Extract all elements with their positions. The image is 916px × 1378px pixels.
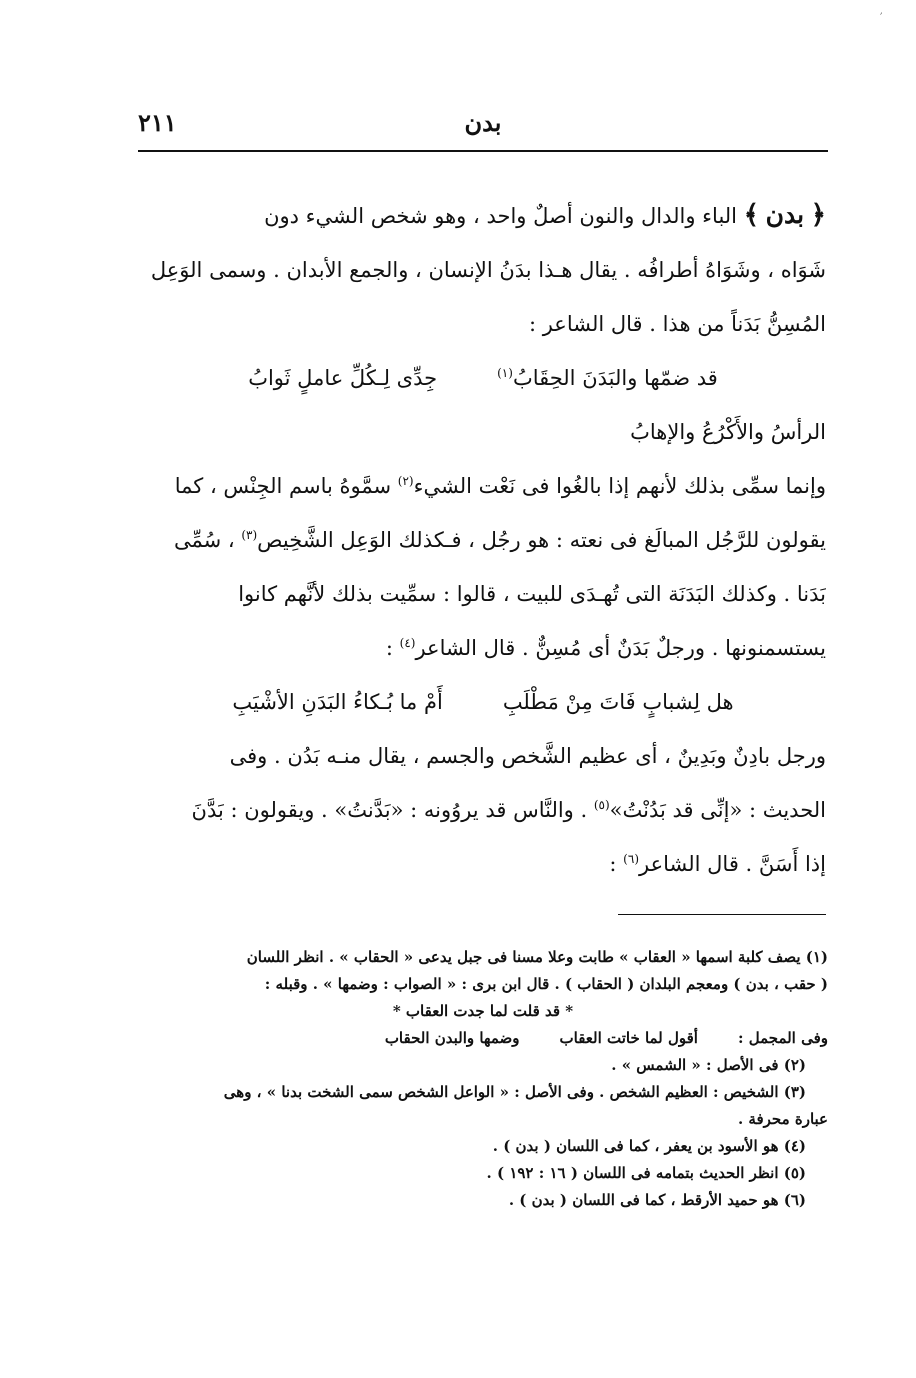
footnote-4: (٤) هو الأسود بن يعفر ، كما فى اللسان ( بدن ) .	[492, 1137, 806, 1155]
footnote-ref: (٥)	[593, 798, 610, 812]
footnote-1-line-4	[138, 1025, 828, 1052]
entry-headword: بدن	[765, 200, 805, 229]
para-2-line-1: وإنما سمِّى بذلك لأنهم إذا بالغُوا فى نَعْت الشيء$^{(٢)}$ سمَّوهُ باسم الجِنْس ، كما	[174, 474, 826, 498]
para-2-line-3: بَدَنا . وكذلك البَدَنَة التى تُهـدَى للبيت ، قالوا : سمِّيت بذلك لأنَّهم كانوا	[238, 582, 826, 606]
bracket-open: ﴿	[810, 200, 826, 230]
bracket-close: ﴾	[743, 200, 759, 230]
entry-text: الباء والدال والنون أصلٌ واحد ، وهو شخص الشيء دون	[264, 204, 738, 228]
footnote-1-verse-a: أقول لما خاتت العقاب	[559, 1029, 698, 1047]
para-2-line-4: يستسمنونها . ورجلٌ بَدَنٌ أى مُسِنٌّ . قال الشاعر$^{(٤)}$ :	[385, 636, 826, 660]
entry-line-1	[140, 188, 826, 243]
entry-line-3: المُسِنُّ بَدَناً من هذا . قال الشاعر :	[528, 312, 826, 336]
para-3-line-3: إذا أَسَنَّ . قال الشاعر$^{(٦)}$ :	[609, 852, 826, 876]
para-3-line-2: الحديث : «إنِّى قد بَدُنْتُ»$^{(٥)}$ . والنَّاس قد يروُونه : «بَدَّنتُ» . ويقولون : بَدَّنَ	[191, 798, 826, 822]
verse-1-first-hemistich: قد ضمّها والبَدَنَ الحِقَابُ$^{(١)}$	[497, 366, 718, 390]
verse-2-first-hemistich: هل لِشبابٍ فَاتَ مِنْ مَطْلَبِ	[502, 690, 734, 714]
footnote-ref: (٦)	[623, 852, 639, 866]
footnotes	[138, 944, 828, 1214]
verse-1-second-hemistich: جِدِّى لِـكُلِّ عاملٍ ثَوابُ	[248, 366, 438, 390]
page-number: ٢١١	[138, 108, 177, 137]
footnote-5: (٥) انظر الحديث بتمامه فى اللسان ( ١٦ : ١٩٢ ) .	[486, 1164, 806, 1182]
footnote-1-line-1: (١) يصف كلبة اسمها « العقاب » طابت وعلا مسنا فى جبل يدعى « الحقاب » . انظر اللسان	[246, 948, 828, 966]
footnote-1-verse-b: وضمها والبدن الحقاب	[384, 1029, 520, 1047]
footnote-1-line-2: ( حقب ، بدن ) ومعجم البلدان ( الحقاب ) . قال ابن برى : « الصواب : وضمها » . وقبله :	[264, 975, 828, 993]
footnote-ref: (١)	[497, 366, 513, 380]
margin-mark: ׳	[880, 10, 883, 21]
footnote-1-label: وفى المجمل :	[737, 1029, 828, 1047]
entry-line-2: شَوَاه ، وشَوَاهُ أطرافُه . يقال هـذا بدَنُ الإنسان ، والجمع الأبدان . وسمى الوَعِل	[150, 258, 826, 282]
running-head: بدن	[464, 108, 502, 137]
para-2-line-2: يقولون للرَّجُل المبالَغ فى نعته : هو رجُل ، فـكذلك الوَعِل الشَّخِيص$^{(٣)}$ ، سُمِّى	[173, 528, 826, 552]
footnote-6: (٦) هو حميد الأرقط ، كما فى اللسان ( بدن ) .	[508, 1191, 806, 1209]
footnote-ref: (٣)	[241, 528, 258, 542]
verse-2	[140, 675, 826, 729]
verse-1	[140, 351, 826, 405]
footnote-rule	[618, 914, 826, 915]
footnote-3-line-1: (٣) الشخيص : العظيم الشخص . وفى الأصل : « الواعل الشخص سمى الشخت بدنا » ، وهى	[223, 1083, 806, 1101]
verse-2-second-hemistich: أَمْ ما بُـكاءُ البَدَنِ الأشْيَبِ	[232, 690, 443, 714]
page-header	[138, 108, 828, 148]
footnote-ref: (٤)	[399, 636, 416, 650]
para-3-line-1: ورجل بادِنٌ وبَدِينٌ ، أى عظيم الشَّخص والجسم ، يقال منـه بَدُن . وفى	[229, 744, 826, 768]
footnote-2: (٢) فى الأصل : « الشمس » .	[611, 1056, 806, 1074]
verse-1-continuation: الرأسُ والأَكْرُعُ والإهابُ	[630, 420, 826, 444]
footnote-1-line-3: * قد قلت لما جدت العقاب *	[392, 1002, 574, 1020]
entry-body	[140, 188, 826, 891]
footnote-ref: (٢)	[397, 474, 414, 488]
header-rule	[138, 150, 828, 152]
footnote-3-line-2: عبارة محرفة .	[737, 1110, 828, 1128]
